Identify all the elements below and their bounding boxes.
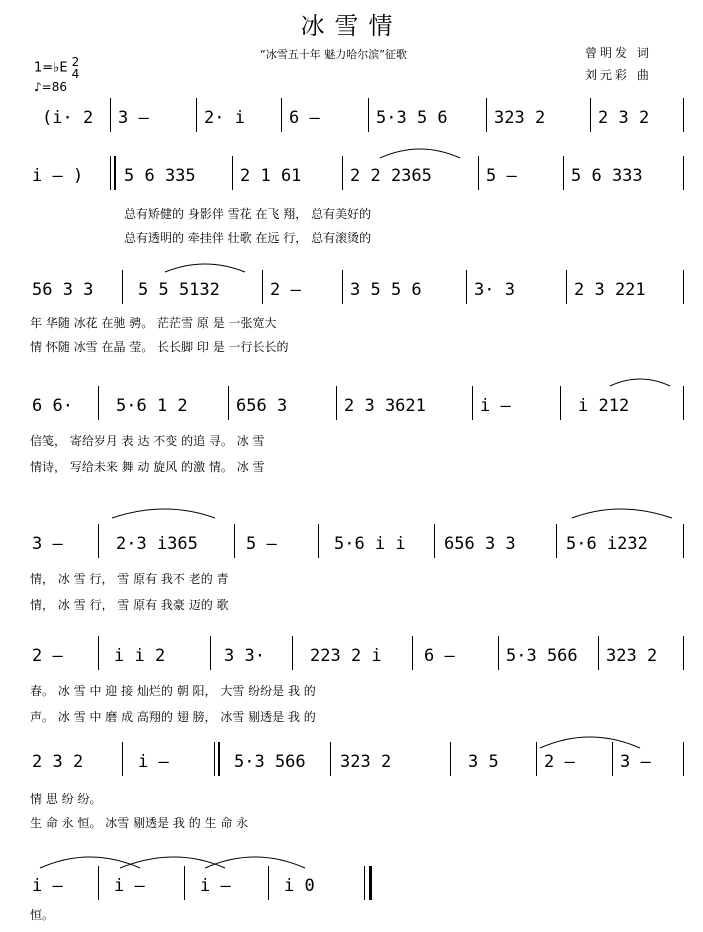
half-note-icon: ♪: [34, 80, 42, 94]
lyricist-credit: 曾明发 词: [585, 46, 652, 60]
slur-curve: [610, 379, 670, 386]
notes-row-2: i – ) 5 6 335 2 1 61 2 2 2365 5 – 5 6 333: [0, 162, 703, 196]
notes-row-6: 2 – i i 2 3 3· 223 2 i 6 – 5·3 566 323 2: [0, 642, 703, 676]
notes-row-3: 56 3 3 5 5 5132 2 – 3 5 5 6 3· 3 2 3 221: [0, 276, 703, 310]
lyrics-verse-1: 年 华随 冰花 在驰 骋。 茫茫雪 原 是 一张宽大: [30, 316, 277, 330]
slur-curve: [380, 149, 460, 158]
lyrics-verse-1: 春。 冰 雪 中 迎 接 灿烂的 朝 阳， 大雪 纷纷是 我 的: [30, 684, 316, 698]
tie-curve: [540, 737, 640, 748]
slur-curve: [112, 509, 215, 518]
lyrics-verse-2: 声。 冰 雪 中 磨 成 高翔的 翅 膀， 冰雪 剔透是 我 的: [30, 710, 316, 724]
notes-row-8: i – i – i – i 0: [0, 872, 703, 906]
lyrics-verse-2: 情诗， 写给未来 舞 动 旋风 的激 情。 冰 雪: [30, 460, 265, 474]
notes-row-7: 2 3 2 i – 5·3 566 323 2 3 5 2 – 3 –: [0, 748, 703, 782]
notes-row-1: (i· 2 3 – 2· i 6 – 5·3 5 6 323 2 2 3 2: [0, 104, 703, 138]
lyrics-verse-1: 总有矫健的 身影伴 雪花 在飞 翔， 总有美好的: [124, 207, 372, 221]
lyrics-verse-2: 情， 冰 雪 行， 雪 原有 我豪 迈的 歌: [30, 598, 229, 612]
lyrics-verse-2: 总有透明的 牵挂伴 壮歌 在远 行， 总有滚烫的: [124, 231, 372, 245]
notes-row-5: 3 – 2·3 i365 5 – 5·6 i i 656 3 3 5·6 i232: [0, 530, 703, 564]
key-prefix: 1=: [34, 60, 54, 76]
lyrics-verse-2: 生 命 永 恒。 冰雪 剔透是 我 的 生 命 永: [30, 816, 249, 830]
key-name: E: [59, 60, 68, 76]
slur-curve: [165, 264, 245, 272]
notes-row-4: 6 6· 5·6 1 2 656 3 2 3 3621 i – i 212: [0, 392, 703, 426]
lyrics-verse-1: 恒。: [30, 908, 55, 922]
flat-sign: ♭: [53, 60, 60, 76]
time-bottom: 4: [71, 67, 80, 81]
song-title: 冰雪情: [300, 12, 403, 40]
lyrics-verse-1: 情， 冰 雪 行， 雪 原有 我不 老的 青: [30, 572, 229, 586]
lyrics-verse-1: 信笺， 寄给岁月 表 达 不变 的追 寻。 冰 雪: [30, 434, 265, 448]
composer-credit: 刘元彩 曲: [585, 68, 652, 82]
slur-curve: [572, 509, 672, 518]
contest-note: “冰雪五十年 魅力哈尔滨”征歌: [260, 48, 407, 61]
time-top: 2: [71, 55, 80, 69]
lyrics-verse-1: 情 思 纷 纷。: [30, 792, 102, 806]
lyrics-verse-2: 情 怀随 冰雪 在晶 莹。 长长脚 印 是 一行长长的: [30, 340, 289, 354]
tempo-value: =86: [41, 80, 67, 94]
